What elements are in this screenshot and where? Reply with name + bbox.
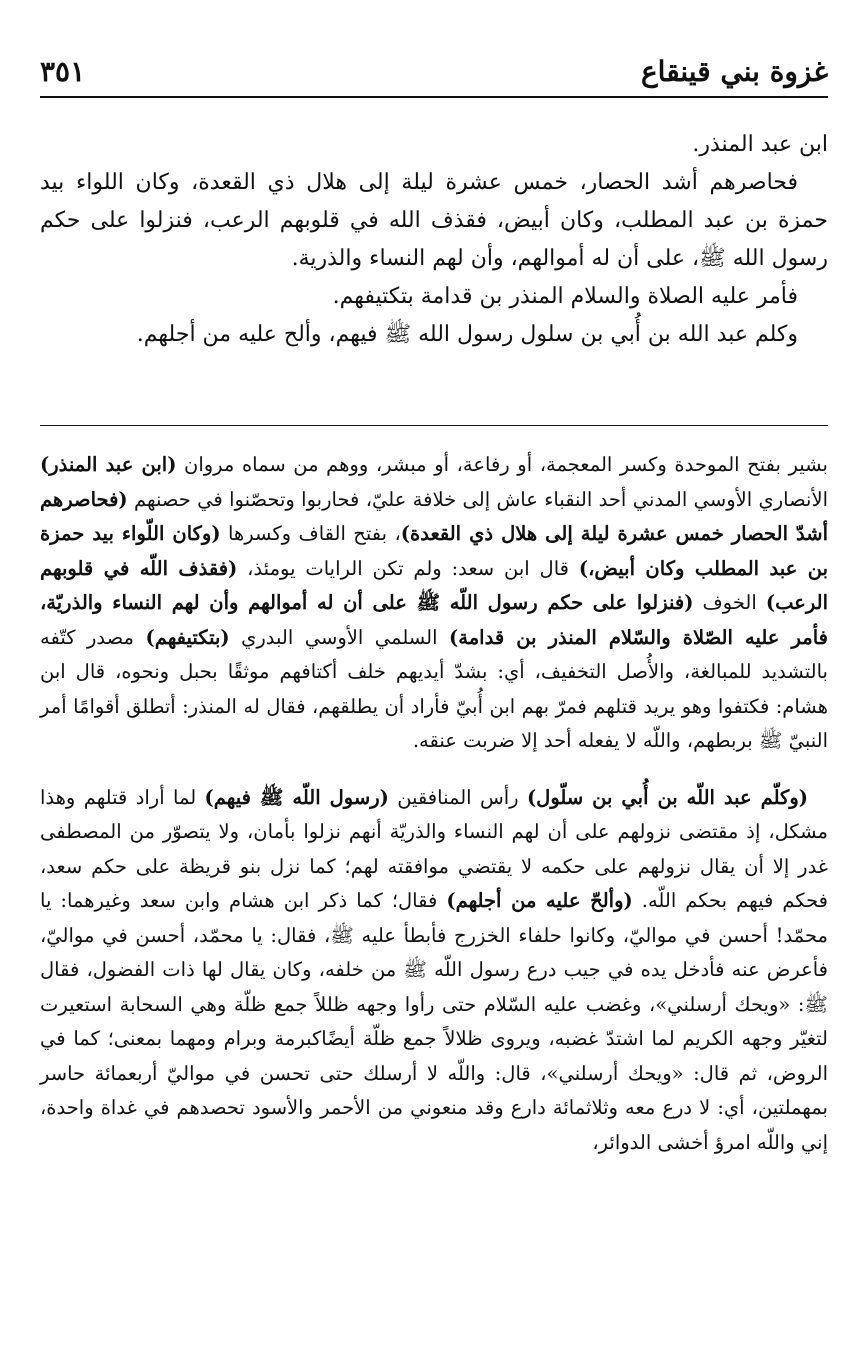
main-paragraph: فحاصرهم أشد الحصار، خمس عشرة ليلة إلى هلال ذي القعدة، وكان اللواء بيد حمزة بن عبد المطلب، وكان أبيض، فقذف الله في قلوبهم الرعب، فنزلوا على حكم رسول الله ﷺ، على أن له أموالهم، وأن لهم النساء والذرية. xyxy=(40,170,828,271)
header-rule xyxy=(40,96,828,98)
commentary-text: الخوف xyxy=(693,591,766,614)
quoted-text: (وكان اللّواء بيد حمزة بن عبد المطلب وكان أبيض،) xyxy=(40,522,828,580)
quoted-text: (بتكتيفهم) xyxy=(145,625,230,649)
commentary-text: بشير بفتح الموحدة وكسر المعجمة، أو رفاعة، أو مبشر، ووهم من سماه مروان xyxy=(176,453,828,476)
page-header xyxy=(40,46,828,96)
quoted-text: (وألحّ عليه من أجلهم) xyxy=(446,889,633,912)
quoted-text: (وكلّم عبد اللّه بن أُبي بن سلّول) xyxy=(526,785,808,809)
commentary-text: السلمي الأوسي البدري xyxy=(229,625,450,649)
quoted-text: (فحاصرهم أشدّ الحصار خمس عشرة ليلة إلى هلال ذي القعدة) xyxy=(40,487,828,545)
quoted-text: (رسول اللّه ﷺ فيهم) xyxy=(204,785,389,809)
commentary-text: لما أراد قتلهم وهذا مشكل، إذ مقتضى نزولهم على أن لهم النساء والذريّة أنهم نزلوا بأمان، ولا يتصوّر من المصطفى غدر إلا أن يقال نزولهم على حكمه لا يقتضي موافقته لهم؛ كما نزل بنو قريظة على حكم سعد، فحكم فيهم بحكم اللّه. xyxy=(40,785,828,912)
main-text xyxy=(40,126,828,354)
main-paragraph: وكلم عبد الله بن أُبي بن سلول رسول الله ﷺ فيهم، وألح عليه من أجلهم. xyxy=(136,322,798,347)
commentary-text: مصدر كتّفه بالتشديد للمبالغة، والأُصل التخفيف، أي: بشدّ أيديهم خلف أكتافهم موثقًا بحبل ونحوه، قال ابن هشام: فكتفوا وهو يريد قتلهم فمرّ بهم ابن أُبيّ فأراد أن يطلقهم، فقال له المنذر: أتطلق أقوامًا أمر النبيّ ﷺ بربطهم، واللّه لا يفعله أحد إلا ضربت عنقه. xyxy=(40,625,828,752)
commentary-text: ، بفتح القاف وكسرها xyxy=(220,522,401,545)
section-divider xyxy=(40,425,828,426)
commentary-paragraph xyxy=(40,781,828,1161)
quoted-text: (فنزلوا على حكم رسول اللّه ﷺ على أن له أموالهم وأن لهم النساء والذريّة، فأمر عليه الصّلاة والسّلام المنذر بن قدامة) xyxy=(40,591,828,649)
page-number: ٣٥١ xyxy=(40,54,86,88)
commentary-text: قال ابن سعد: ولم تكن الرايات يومئذ، xyxy=(237,556,579,580)
commentary-text: الأنصاري الأوسي المدني أحد النقباء عاش إلى خلافة عليّ، فحاربوا وتحصّنوا في حصنهم xyxy=(127,487,828,511)
main-paragraph: فأمر عليه الصلاة والسلام المنذر بن قدامة بتكتيفهم. xyxy=(332,284,798,309)
commentary xyxy=(40,448,828,1160)
running-title: غزوة بني قينقاع xyxy=(640,54,828,88)
main-paragraph: ابن عبد المنذر. xyxy=(692,132,828,157)
commentary-paragraph xyxy=(40,448,828,759)
quoted-text: (فقذف اللّه في قلوبهم الرعب) xyxy=(40,556,828,614)
commentary-text: رأس المنافقين xyxy=(388,785,527,809)
quoted-text: (ابن عبد المنذر) xyxy=(40,453,177,476)
commentary-text: فقال؛ كما ذكر ابن هشام وابن سعد وغيرهما: يا محمّد! أحسن في مواليّ، وكانوا حلفاء الخزرج فأبطأ عليه ﷺ، فقال: يا محمّد، أحسن في مواليّ، فأعرض عنه فأدخل يده في جيب درع رسول اللّه ﷺ من خلفه، وكان يقال لها ذات الفضول، فقال ﷺ: «ويحك أرسلني»، وغضب عليه السّلام حتى رأوا وجهه ظللاً جمع ظلّة وهي السحابة استعيرت لتغيّر وجهه الكريم لما اشتدّ غضبه، ويروى ظلالاً جمع ظلّة أيضًاكبرمة وبرام ومهما بمعنى؛ كما في الروض، ثم قال: «ويحك أرسلني»، قال: واللّه لا أرسلك حتى تحسن في مواليّ أربعمائة حاسر بمهملتين، أي: لا درع معه وثلاثمائة دارع وقد منعوني من الأحمر والأسود تحصدهم في غداة واحدة، إني واللّه امرؤ أخشى الدوائر، xyxy=(40,889,828,1154)
